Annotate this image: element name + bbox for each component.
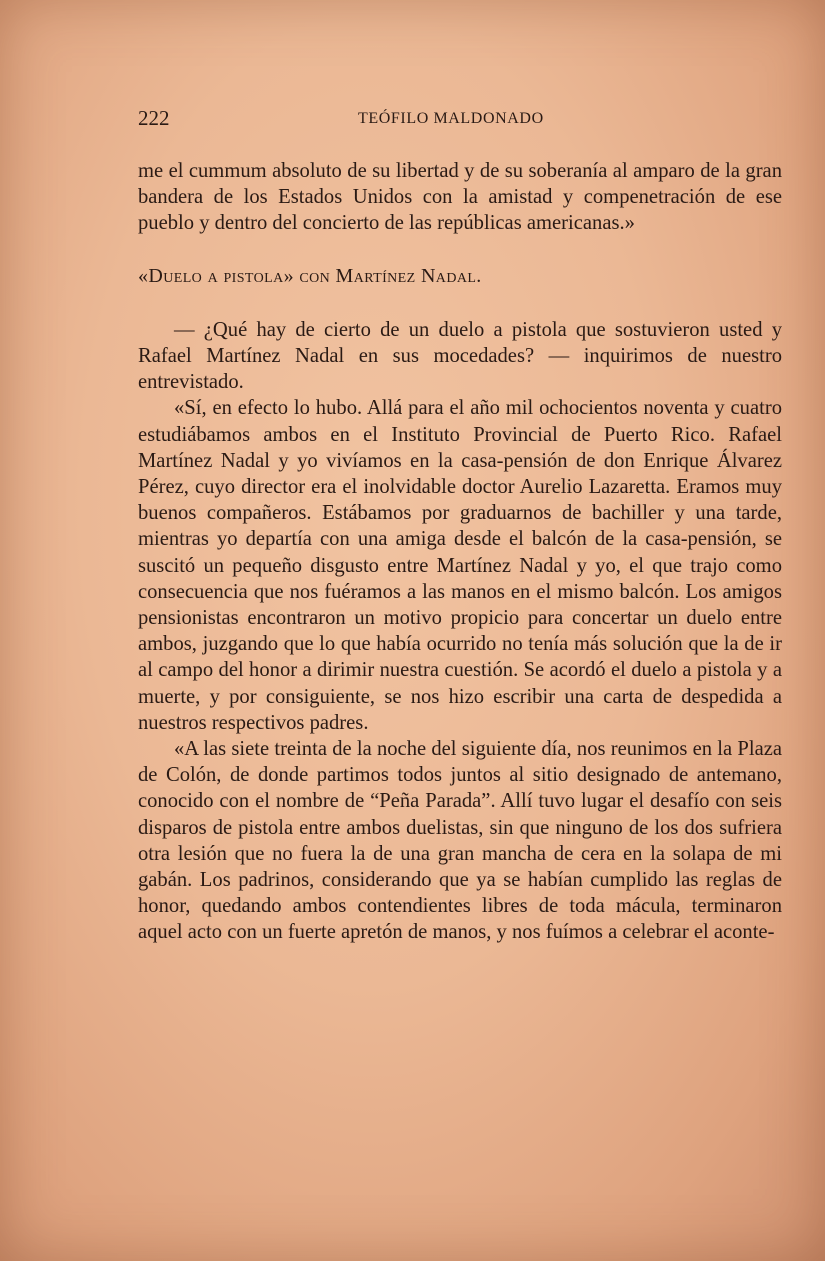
running-head: TEÓFILO MALDONADO	[358, 110, 544, 127]
section-heading: «Duelo a pistola» con Martínez Nadal.	[138, 264, 482, 287]
paragraph-continuation: me el cummum absoluto de su libertad y de su soberanía al amparo de la gran bandera de los Estados Unidos con la amistad y compenetración de ese pueblo y dentro del concierto de las repúblicas americanas.»	[138, 160, 782, 235]
page-number: 222	[138, 106, 170, 130]
page-header	[138, 106, 782, 136]
paragraph-duel-account: «A las siete treinta de la noche del siguiente día, nos reunimos en la Plaza de Colón, de donde partimos todos juntos al sitio designado de antemano, conocido con el nombre de “Peña Parada”. Allí tuvo lugar el desafío con seis disparos de pistola entre ambos duelistas, sin que ninguno de los dos sufriera otra lesión que no fuera la de una gran mancha de cera en la solapa de mi gabán. Los padrinos, considerando que ya se habían cumplido las reglas de honor, quedando ambos contendientes libres de toda mácula, terminaron aquel acto con un fuerte apretón de manos, y nos fuímos a celebrar el aconte-	[138, 738, 782, 944]
paragraph-question: — ¿Qué hay de cierto de un duelo a pistola que sostuvieron usted y Rafael Martínez Nadal en sus mocedades? — inquirimos de nuestro entrevistado.	[138, 318, 782, 394]
body-text	[138, 158, 782, 946]
paragraph-answer: «Sí, en efecto lo hubo. Allá para el año mil ochocientos noventa y cuatro estudiábamos ambos en el Instituto Provincial de Puerto Rico. Rafael Martínez Nadal y yo vivíamos en la casa-pensión de don Enrique Álvarez Pérez, cuyo director era el inolvidable doctor Aurelio Lazaretta. Eramos muy buenos compañeros. Estábamos por graduarnos de bachiller y una tarde, mientras yo departía con una amiga desde el balcón de la casa-pensión, se suscitó un pequeño disgusto entre Martínez Nadal y yo, el que trajo como consecuencia que nos fuéramos a las manos en el mismo balcón. Los amigos pensionistas encontraron un motivo propicio para concertar un duelo entre ambos, juzgando que lo que había ocurrido no tenía más solución que la de ir al campo del honor a dirimir nuestra cuestión. Se acordó el duelo a pistola y a muerte, y por consiguiente, se nos hizo escribir una carta de despedida a nuestros respectivos padres.	[138, 397, 782, 734]
